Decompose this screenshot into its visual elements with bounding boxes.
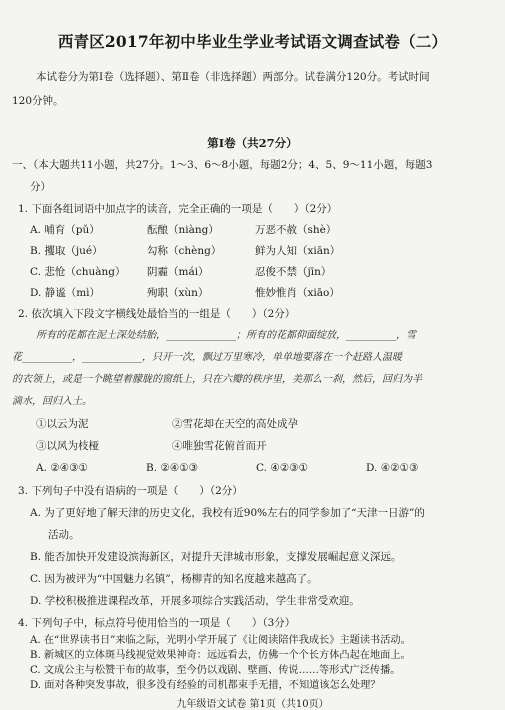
q2-item-2: ②雪花却在天空的高处成孕 bbox=[172, 418, 298, 430]
q1-d-3: 惟妙惟肖（xiāo） bbox=[255, 287, 340, 299]
q2-passage-line-4: 滴水，回归入土。 bbox=[12, 396, 92, 407]
part1-line-2: 分） bbox=[30, 181, 51, 193]
q1-b-1: B. 攫取（jué） bbox=[30, 245, 103, 257]
q2-items-row-1 bbox=[36, 417, 298, 431]
q1-b-2: 勾称（chèng） bbox=[147, 245, 222, 257]
q3-option-a: A. 为了更好地了解天津的历史文化，我校有近90%左右的同学参加了“天津一日游”的 bbox=[30, 507, 425, 519]
q2-items-row-2 bbox=[36, 439, 267, 453]
page-footer: 九年级语文试卷 第1页（共10页） bbox=[176, 699, 329, 710]
intro-line-1: 本试卷分为第Ⅰ卷（选择题）、第Ⅱ卷（非选择题）两部分。试卷满分120分。考试时间 bbox=[36, 71, 430, 83]
q1-c-2: 阴霾（mái） bbox=[147, 266, 209, 278]
q1-option-row-b bbox=[30, 244, 340, 258]
q2-option-d: D. ④②①③ bbox=[366, 462, 419, 474]
q3-option-d: D. 学校积极推进课程改革，开展多项综合实践活动，学生非常受欢迎。 bbox=[30, 595, 360, 607]
q2-options bbox=[36, 461, 418, 475]
part1-line-1: 一、（本大题共11小题，共27分。1～3、6～8小题，每题2分；4、5、9～11小题，每题3 bbox=[12, 159, 433, 171]
q4-stem: 4. 下列句子中，标点符号使用恰当的一项是（ ）（3分） bbox=[18, 617, 296, 629]
q1-a-2: 酝酿（niàng） bbox=[147, 224, 219, 236]
q4-option-b: B. 新城区的立体斑马线视觉效果神奇：远远看去，仿佛一个个长方体凸起在地面上。 bbox=[30, 650, 411, 661]
q2-stem: 2. 依次填入下段文字横线处最恰当的一组是（ ）（2分） bbox=[18, 308, 296, 320]
q2-item-4: ④唯独雪花俯首而开 bbox=[172, 440, 267, 452]
q2-item-1: ①以云为泥 bbox=[36, 418, 89, 430]
q2-passage-line-3: 的衣领上，或是一个眺望着朦胧的窗纸上，只在六瓣的秩序里，美那么一刹，然后，回归为半 bbox=[12, 374, 422, 385]
intro-line-2: 120分钟。 bbox=[12, 95, 64, 107]
q2-option-a: A. ②④③① bbox=[36, 462, 88, 474]
q4-option-a: A. 在“世界读书日”来临之际，光明小学开展了《让阅读陪伴我成长》主题读书活动。 bbox=[30, 635, 411, 646]
q1-d-1: D. 静谧（mì） bbox=[30, 287, 101, 299]
q3-option-c: C. 因为被评为“中国魅力名镇”，杨柳青的知名度越来越高了。 bbox=[30, 573, 318, 585]
q1-c-1: C. 悲怆（chuàng） bbox=[30, 266, 126, 278]
q2-option-c: C. ④②③① bbox=[256, 462, 308, 474]
q1-b-3: 鲜为人知（xiān） bbox=[255, 245, 341, 257]
q1-a-1: A. 哺育（pǔ） bbox=[30, 224, 100, 236]
q4-option-c: C. 文成公主与松赞干布的故事，至今仍以戏剧、壁画、传说……等形式广泛传播。 bbox=[30, 665, 401, 676]
q3-option-b: B. 能否加快开发建设滨海新区，对提升天津城市形象，支撑发展崛起意义深远。 bbox=[30, 551, 402, 563]
q3-stem: 3. 下列句子中没有语病的一项是（ ）（2分） bbox=[18, 485, 243, 497]
q1-stem: 1. 下面各组词语中加点字的读音，完全正确的一项是（ ）（2分） bbox=[18, 203, 338, 215]
q1-option-row-d bbox=[30, 286, 340, 300]
q2-passage-line-2: 花__________，____________，只开一次，飘过万里寒冷，单单地要落在一个赶路人温暖 bbox=[12, 352, 402, 363]
q1-option-row-c bbox=[30, 265, 331, 279]
q1-d-2: 殉职（xùn） bbox=[147, 287, 209, 299]
q4-option-d: D. 面对各种突发事故，很多没有经验的司机都束手无措，不知道该怎么处理？ bbox=[30, 680, 381, 691]
q2-item-3: ③以风为枝桠 bbox=[36, 440, 99, 452]
q1-option-row-a bbox=[30, 223, 336, 237]
q2-passage-line-1: 所有的花都在泥土深处结胎，______________；所有的花都仰面绽放，__________，雪 bbox=[36, 330, 416, 341]
section-title: 第Ⅰ卷（共27分） bbox=[207, 136, 298, 150]
q3-option-a-cont: 活动。 bbox=[48, 529, 80, 541]
q2-option-b: B. ②④①③ bbox=[146, 462, 199, 474]
q1-a-3: 万恶不赦（shè） bbox=[255, 224, 337, 236]
q1-c-3: 忍俊不禁（jīn） bbox=[255, 266, 332, 278]
exam-title: 西青区2017年初中毕业生学业考试语文调查试卷（二） bbox=[57, 32, 448, 51]
